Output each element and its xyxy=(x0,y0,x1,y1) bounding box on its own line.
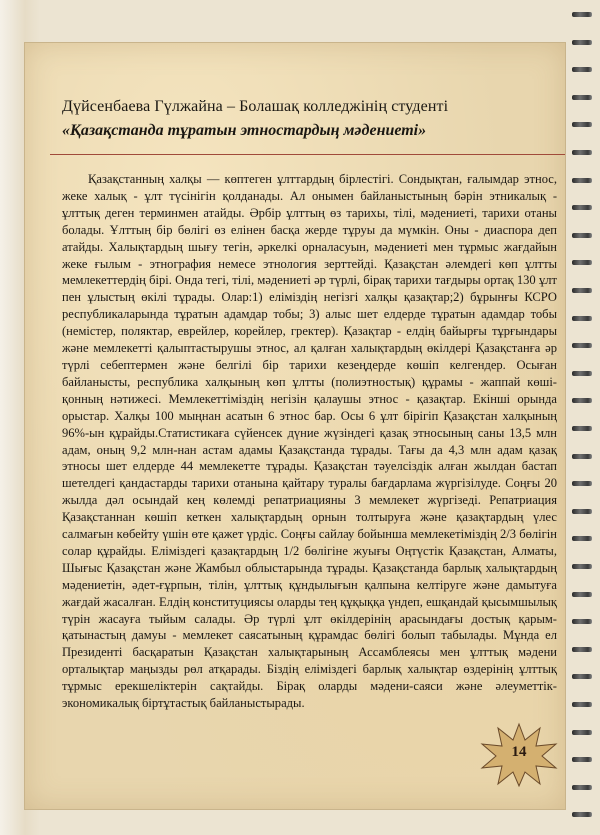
binding-ring xyxy=(572,785,592,790)
page-number-badge xyxy=(480,722,558,788)
binding-ring xyxy=(572,674,592,679)
binding-ring xyxy=(572,426,592,431)
binding-ring xyxy=(572,122,592,127)
header-divider xyxy=(50,154,565,155)
article-header xyxy=(62,96,532,142)
binding-ring xyxy=(572,150,592,155)
binding-ring xyxy=(572,730,592,735)
binding-ring xyxy=(572,702,592,707)
binding-ring xyxy=(572,564,592,569)
binding-ring xyxy=(572,592,592,597)
author-line: Дүйсенбаева Гүлжайна – Болашақ колледжінің студенті xyxy=(62,98,449,115)
binding-ring xyxy=(572,509,592,514)
binding-ring xyxy=(572,481,592,486)
binding-ring xyxy=(572,95,592,100)
binding-ring xyxy=(572,619,592,624)
binding-ring xyxy=(572,398,592,403)
article-body: Қазақстанның халқы — көптеген ұлттардың бірлестігі. Сондықтан, ғалымдар этнос, жеке халық - ұлт түсінігін қолданады. Ал онымен байланыстының бәрін этникалық - ұлттық деген терминмен атайды. Әрбір ұлттың өз тарихы, тілі, мәдениеті, тарихи отаны болады. Ұлттың бір бөлігі өз елінен басқа жерде тұруы да мүмкін. Оны - диаспора деп атайды. Халықтардың шығу тегін, әркелкі орналасуын, мәдениеті мен тұрмыс жағдайын жеке ғылым - этнография немесе этнология зерттейді. Қазақстан әлемдегі көп ұлтты мемлекеттердің бірі. Онда тегі, тілі, мәдениеті әр түрлі, бірақ тарихи тағдыры ортақ 130 ұлт пен ұлыстың өкілі тұрады. Олар:1) еліміздің негізгі халқы қазақтар;2) бұрынғы КСРО республикаларында тұратын адамдар тобы; 3) алыс шет елдерде тұратын адамдар тобы (немістер, поляктар, еврейлер, корейлер, гректер). Қазақтар - елдің байырғы тұрғындары және мемлекетті қалыптастырушы этнос, ал қалған халықтардың өкілдері Қазақстанға әр түрлі себептермен және белгілі бір тарихи кезеңдерде көшіп келгендер. Осыған байланысты, республика халқының көп ұлтты (полиэтностық) құрамы - жаппай көші-қонның нәтижесі. Мемлекеттіміздің негізін қалаушы этнос - қазақтар. Екінші орында орыстар. Халқы 100 мыңнан асатын 6 этнос бар. Осы 6 ұлт бірігіп Қазақстан халқының 96%-ын құрайды.Статистикаға сүйенсек дүние жүзіндегі қазақ этносының саны 13,5 млн адам, оның 9,2 млн-нан астам адамы Қазақстанда тұрады. Тағы да 4,3 млн адам қазақ этносы шет елдерде 44 мемлекетте тұрады. Қазақстан тәуелсіздік алған жылдан бастап шетелдегі қандастарды тарихи отанына қайтару туралы бағдарлама жүргізілуде. Соңғы 20 жылда дәл осындай кең көлемді репатриацияны 3 мемлекет жүргізеді. Репатриация Қазақстаннан көшіп кеткен халықтардың орнын толтыруға және қазақтардың үлес салмағын көбейту үшін өте қажет үрдіс. Соңғы сайлау бойынша мемлекетіміздің 2/3 бөлігін солар құрайды. Еліміздегі қазақтардың 1/2 бөлігіне жуығы Оңтүстік Қазақстан, Алматы, Шығыс Қазақстан және Жамбыл облыстарында тұрады. Қазақстанда барлық халықтардың мәдениетін, әдет-ғұрпын, тілін, ұлттық құндылығын қалпына келтіруге және дамытуға жағдай жасалған. Елдің конституциясы оларды тең құқыққа үндеп, ешқандай қысымшылық түрін жасауға тыйым салады. Әр түрлі ұлт өкілдерінің арасындағы достық қарым-қатынастың дамуы - мемлекет саясатының құрамдас бөлігі болып табылады. Мұнда ел Президенті басқаратын Қазақстан халықтарының Ассамблеясы мен ұлттық мәдени орталықтар маңызды рөл атқарады. Біздің еліміздегі барлық халықтар өздерінің ұлттық тұрмыс ерекшеліктерін сақтайды. Бірақ оларды мәдени-саяси және әлеуметтік-экономикалық біртұтастық байланыстырады. xyxy=(62,172,557,711)
binding-ring xyxy=(572,812,592,817)
binding-ring xyxy=(572,260,592,265)
binding-ring xyxy=(572,233,592,238)
binding-ring xyxy=(572,371,592,376)
binding-ring xyxy=(572,40,592,45)
binding-ring xyxy=(572,316,592,321)
binding-ring xyxy=(572,67,592,72)
binding-ring xyxy=(572,178,592,183)
binding-ring xyxy=(572,288,592,293)
binding-ring xyxy=(572,343,592,348)
binding-ring xyxy=(572,536,592,541)
binding-ring xyxy=(572,757,592,762)
binding-ring xyxy=(572,454,592,459)
binding-ring xyxy=(572,647,592,652)
spiral-binding xyxy=(567,0,600,835)
article-title: «Қазақстанда тұратын этностардың мәдениеті» xyxy=(62,122,427,139)
page-number: 14 xyxy=(511,744,527,760)
binding-ring xyxy=(572,205,592,210)
binding-ring xyxy=(572,12,592,17)
